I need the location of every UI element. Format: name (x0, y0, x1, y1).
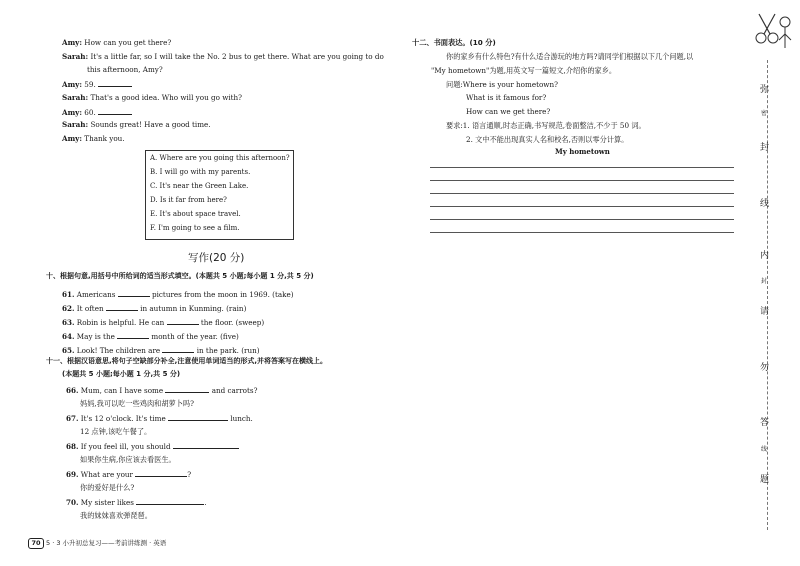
writing-line[interactable] (430, 206, 734, 207)
dialogue-line: Sarah: It's a little far, so I will take the No. 2 bus to get there. What are you going to do (62, 52, 384, 61)
dialogue-line: Sarah: Sounds great! Have a good time. (62, 120, 211, 129)
section11-subtitle: (本题共 5 小题;每小题 1 分,共 5 分) (62, 370, 181, 378)
seal-char: 线 (760, 199, 770, 209)
option-item: A. Where are you going this afternoon? (150, 154, 290, 162)
question-64: 64. May is the month of the year. (five) (62, 332, 239, 341)
seal-small-char: 线 (761, 446, 768, 453)
seal-small-char: 封 (761, 278, 768, 285)
seal-char: 弥 (760, 85, 770, 95)
essay-question: How can we get there? (466, 107, 551, 116)
essay-title: My hometown (555, 147, 610, 156)
question-66-zh: 妈妈,我可以吃一些鸡肉和胡萝卜吗? (80, 399, 194, 408)
seal-char: 题 (760, 475, 770, 485)
essay-prompt-line: "My hometown"为题,用英文写一篇短文,介绍你的家乡。 (431, 66, 617, 75)
options-box (145, 150, 294, 240)
question-61: 61. Americans pictures from the moon in 1969. (take) (62, 290, 294, 299)
seal-char: 答 (760, 418, 770, 428)
seal-line-strip (745, 0, 800, 566)
question-66: 66. Mum, can I have some and carrots? (66, 386, 258, 395)
question-68: 68. If you feel ill, you should (66, 441, 239, 451)
question-69: 69. What are your ? (66, 470, 192, 479)
dialogue-line: Amy: Thank you. (62, 134, 125, 143)
writing-line[interactable] (430, 167, 734, 168)
dialogue-line: Amy: 60. (62, 107, 132, 117)
seal-small-char: 密 (761, 110, 768, 117)
writing-line[interactable] (430, 180, 734, 181)
option-item: B. I will go with my parents. (150, 168, 251, 176)
seal-char: 内 (760, 251, 770, 261)
section10-title: 十、根据句意,用括号中所给词的适当形式填空。(本题共 5 小题;每小题 1 分,共 5 分) (46, 272, 314, 280)
dialogue-line: Sarah: That's a good idea. Who will you go with? (62, 93, 243, 102)
writing-line[interactable] (430, 219, 734, 220)
question-69-zh: 你的爱好是什么? (80, 483, 135, 492)
option-item: E. It's about space travel. (150, 210, 241, 218)
dialogue-line: this afternoon, Amy? (87, 65, 163, 74)
dialogue-line: Amy: How can you get there? (62, 38, 172, 47)
question-70-zh: 我的妹妹喜欢弹琵琶。 (80, 511, 152, 520)
writing-line[interactable] (430, 193, 734, 194)
question-67: 67. It's 12 o'clock. It's time lunch. (66, 414, 253, 423)
question-67-zh: 12 点钟,该吃午餐了。 (80, 427, 152, 436)
dialogue-line: Amy: 59. (62, 79, 132, 89)
footer-text: 5 · 3 小升初总复习——考前讲练测 · 英语 (46, 539, 167, 547)
question-65: 65. Look! The children are in the park. (run) (62, 346, 260, 355)
essay-requirement: 2. 文中不能出现真实人名和校名,否则以零分计算。 (466, 135, 629, 144)
option-item: F. I'm going to see a film. (150, 224, 240, 232)
writing-title: 写作(20 分) (188, 252, 245, 264)
option-item: C. It's near the Green Lake. (150, 182, 249, 190)
seal-char: 封 (760, 143, 770, 153)
section12-title: 十二、书面表达。(10 分) (412, 38, 496, 47)
essay-prompt-line: 你的家乡有什么特色?有什么适合游玩的地方吗?请同学们根据以下几个问题,以 (446, 52, 694, 61)
seal-char: 勿 (760, 363, 770, 373)
essay-requirement: 要求:1. 语言通顺,时态正确,书写规范,卷面整洁,不少于 50 词。 (446, 121, 646, 130)
cut-line (767, 60, 768, 530)
section11-title: 十一、根据汉语意思,将句子空缺部分补全,注意使用单词适当的形式,并将答案写在横线上。 (46, 357, 327, 365)
writing-line[interactable] (430, 232, 734, 233)
question-63: 63. Robin is helpful. He can the floor. (sweep) (62, 318, 265, 327)
essay-question: What is it famous for? (466, 93, 547, 102)
essay-question: 问题:Where is your hometown? (446, 80, 558, 89)
page-number: 70 (28, 538, 44, 549)
seal-char: 请 (760, 307, 770, 317)
question-68-zh: 如果你生病,你应该去看医生。 (80, 455, 176, 464)
scissors-icon (745, 0, 800, 60)
question-70: 70. My sister likes . (66, 498, 207, 507)
option-item: D. Is it far from here? (150, 196, 227, 204)
question-62: 62. It often in autumn in Kunming. (rain) (62, 304, 247, 313)
